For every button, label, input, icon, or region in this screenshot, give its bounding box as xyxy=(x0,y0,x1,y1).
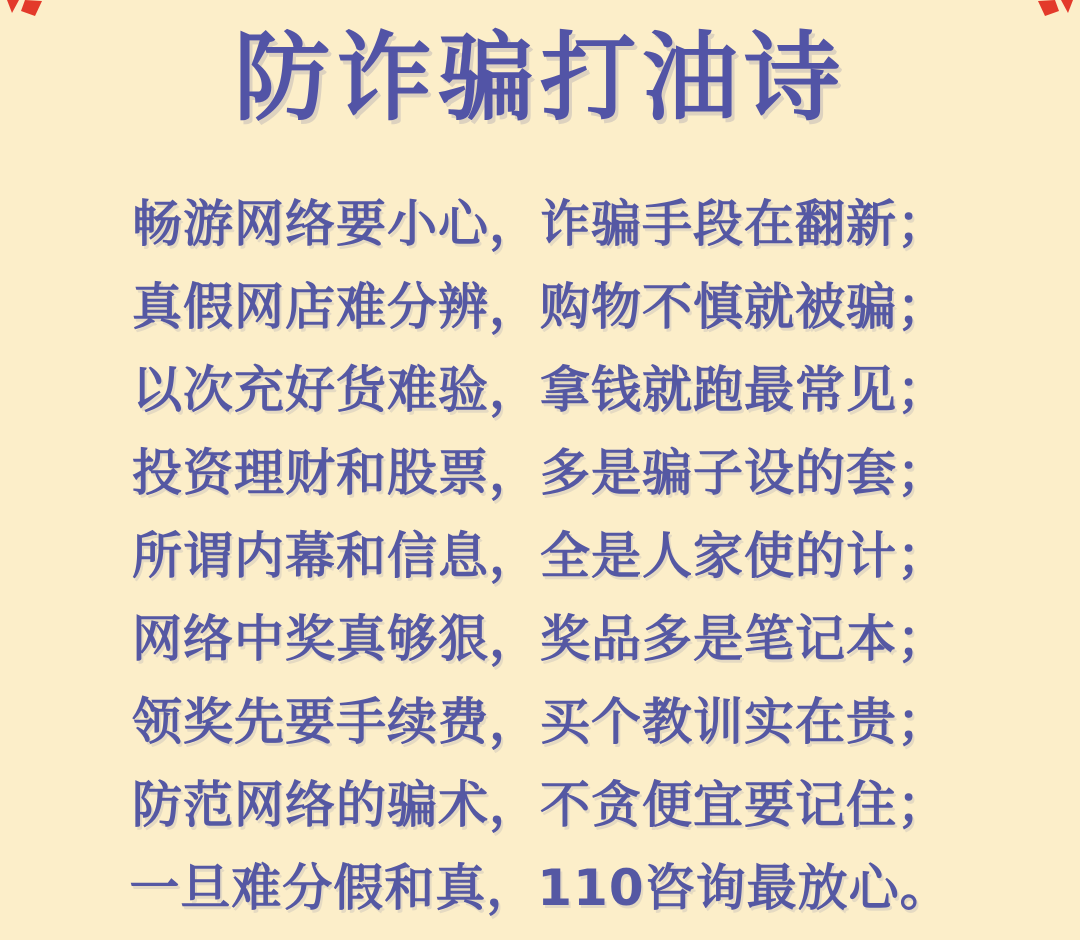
poem-line-6: 网络中奖真够狠，奖品多是笔记本； xyxy=(132,609,948,668)
poem-line-3: 以次充好货难验，拿钱就跑最常见； xyxy=(132,360,948,419)
poem-body xyxy=(0,178,1080,925)
poem-line-5: 所谓内幕和信息，全是人家使的计； xyxy=(132,526,948,585)
poem-line-4: 投资理财和股票，多是骗子设的套； xyxy=(132,443,948,502)
poem-line-8: 防范网络的骗术，不贪便宜要记住； xyxy=(132,775,948,834)
poem-line-2: 真假网店难分辨，购物不慎就被骗； xyxy=(132,277,948,336)
poem-line-9: 一旦难分假和真，110咨询最放心。 xyxy=(129,858,951,917)
poem-line-7: 领奖先要手续费，买个教训实在贵； xyxy=(132,692,948,751)
poem-line-1: 畅游网络要小心，诈骗手段在翻新； xyxy=(132,194,948,253)
poster-title: 防诈骗打油诗 xyxy=(234,22,846,134)
